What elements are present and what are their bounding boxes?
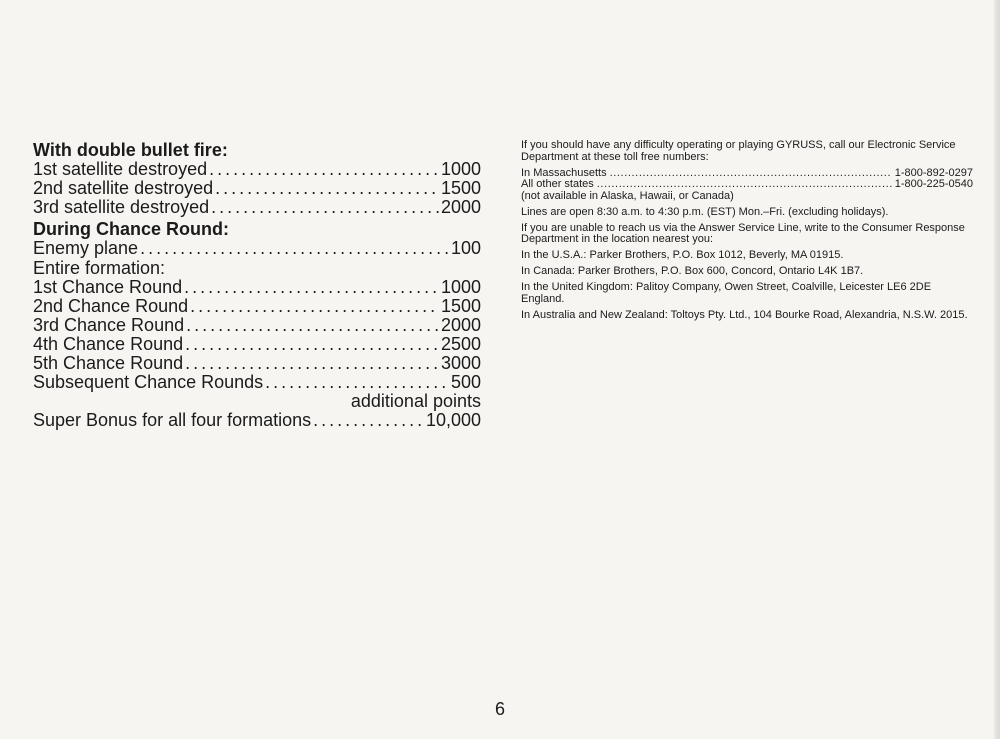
score-value: 1000 <box>440 276 481 297</box>
page-number: 6 <box>494 699 505 719</box>
score-row <box>33 335 481 354</box>
score-label: Subsequent Chance Rounds <box>33 372 264 393</box>
dot-leader <box>190 297 439 316</box>
dot-leader <box>610 168 892 180</box>
score-value: 2000 <box>440 314 481 335</box>
canada-address: In Canada: Parker Brothers, P.O. Box 600, Concord, Ontario L4K 1B7. <box>521 265 864 278</box>
page-edge <box>994 0 1000 739</box>
score-label: Enemy plane <box>33 238 139 259</box>
usa-address: In the U.S.A.: Parker Brothers, P.O. Box 1012, Beverly, MA 01915. <box>521 249 844 262</box>
availability-note: (not available in Alaska, Hawaii, or Canada) <box>521 189 734 202</box>
score-row <box>33 198 481 217</box>
score-label: 4th Chance Round <box>33 333 184 354</box>
score-row <box>33 239 481 258</box>
entire-formation-label: Entire formation: <box>33 257 166 278</box>
dot-leader <box>185 335 439 354</box>
score-value: 2500 <box>440 333 481 354</box>
double-fire-heading: With double bullet fire: <box>33 140 228 160</box>
dot-leader <box>215 179 439 198</box>
chance-round-heading: During Chance Round: <box>33 219 229 240</box>
score-label: 1st satellite destroyed <box>33 159 208 180</box>
score-label: 1st Chance Round <box>33 276 183 297</box>
score-row <box>33 316 481 335</box>
scoring-table <box>33 141 481 430</box>
score-label: 3rd Chance Round <box>33 314 185 335</box>
score-value: 1000 <box>440 159 481 180</box>
score-row <box>33 297 481 316</box>
score-value: 100 <box>450 238 481 259</box>
additional-points-note: additional points <box>350 391 481 412</box>
score-row <box>33 373 481 392</box>
phone-number: 1-800-892-0297 <box>894 166 973 179</box>
dot-leader <box>265 373 449 392</box>
score-label: 5th Chance Round <box>33 353 184 374</box>
score-label: Super Bonus for all four formations <box>33 410 312 431</box>
dot-leader <box>140 239 449 258</box>
dot-leader <box>186 316 439 335</box>
score-row <box>33 160 481 179</box>
score-row <box>33 179 481 198</box>
dot-leader <box>185 354 439 373</box>
score-value: 500 <box>450 372 481 393</box>
score-row <box>33 354 481 373</box>
australia-address: In Australia and New Zealand: Toltoys Pty. Ltd., 104 Bourke Road, Alexandria, N.S.W. 2015. <box>521 308 968 321</box>
dot-leader <box>313 411 424 430</box>
score-value: 10,000 <box>425 410 481 431</box>
score-value: 2000 <box>440 197 481 218</box>
dot-leader <box>209 160 439 179</box>
phone-number: 1-800-225-0540 <box>894 178 973 191</box>
score-value: 1500 <box>440 178 481 199</box>
write-us-text: If you are unable to reach us via the Answer Service Line, write to the Consumer Response Department in the location nearest you: <box>521 221 965 246</box>
score-row <box>33 411 481 430</box>
dot-leader <box>211 198 439 217</box>
intro-text: If you should have any difficulty operating or playing GYRUSS, call our Electronic Service Department at these toll free numbers: <box>521 139 956 163</box>
score-row <box>33 278 481 297</box>
hours-text: Lines are open 8:30 a.m. to 4:30 p.m. (EST) Mon.–Fri. (excluding holidays). <box>521 205 889 218</box>
phone-label: All other states <box>521 178 594 191</box>
score-label: 2nd satellite destroyed <box>33 178 214 199</box>
contact-info <box>521 140 973 326</box>
uk-address: In the United Kingdom: Palitoy Company, Owen Street, Coalville, Leicester LE6 2DE England. <box>521 281 932 305</box>
score-value: 3000 <box>440 353 481 374</box>
dot-leader <box>184 278 439 297</box>
score-label: 2nd Chance Round <box>33 295 189 316</box>
phone-label: In Massachusetts <box>521 166 607 179</box>
score-value: 1500 <box>440 295 481 316</box>
score-label: 3rd satellite destroyed <box>33 197 210 218</box>
